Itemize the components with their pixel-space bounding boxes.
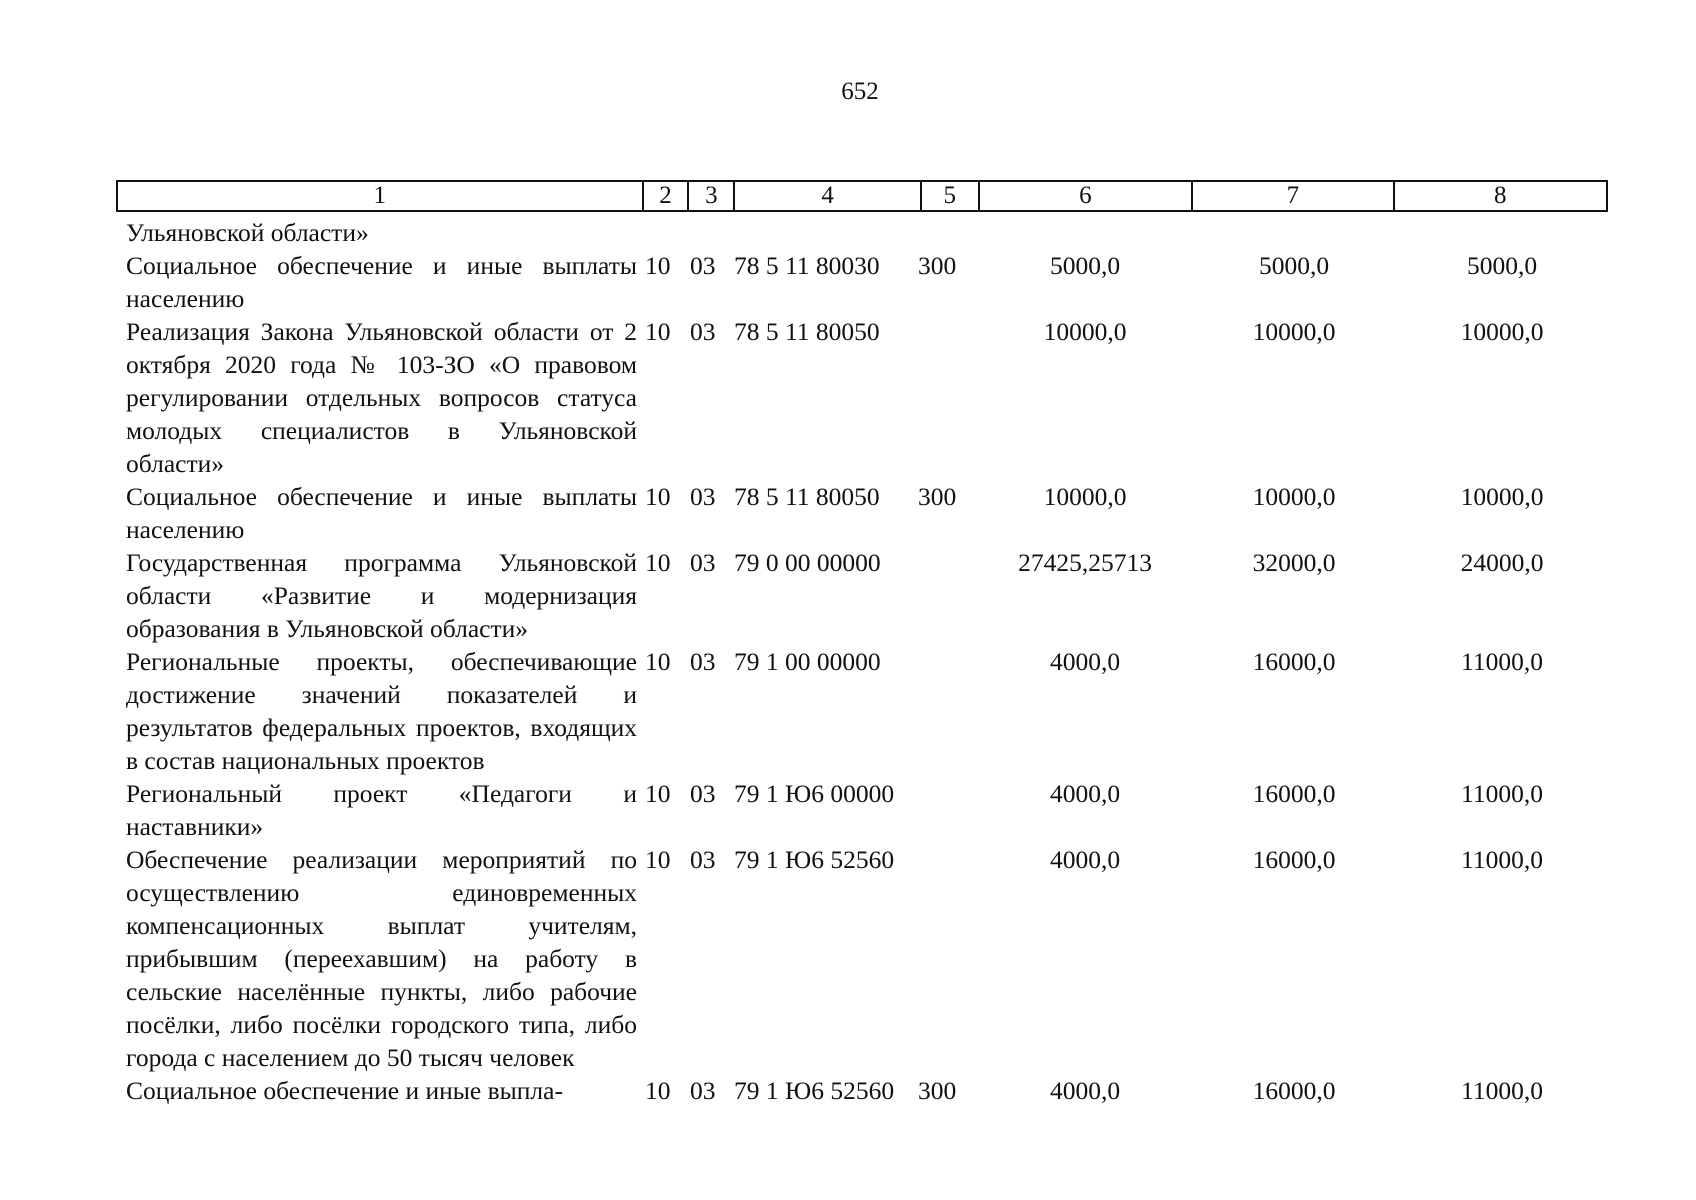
row-expense-type: 300 xyxy=(918,251,957,280)
table-row xyxy=(126,645,1608,777)
table-row xyxy=(126,249,1608,315)
table-row xyxy=(126,546,1608,645)
row-amount-col8: 10000,0 xyxy=(1460,482,1544,511)
row-subsection: 03 xyxy=(690,845,716,874)
row-section: 10 xyxy=(645,317,671,346)
row-subsection: 03 xyxy=(690,1076,716,1105)
row-section: 10 xyxy=(645,845,671,874)
header-col-4: 4 xyxy=(735,182,922,210)
row-section xyxy=(645,216,690,249)
row-amount-col7: 16000,0 xyxy=(1252,845,1336,874)
row-amount-col6: 10000,0 xyxy=(1043,317,1127,346)
row-amount-col8: 11000,0 xyxy=(1461,779,1543,808)
row-expense-type xyxy=(918,216,978,249)
row-expense-type: 300 xyxy=(918,1076,957,1105)
row-expense-type xyxy=(918,315,978,480)
row-amount-col7: 16000,0 xyxy=(1252,1076,1336,1105)
row-section: 10 xyxy=(645,251,671,280)
header-col-6: 6 xyxy=(980,182,1193,210)
header-col-3: 3 xyxy=(689,182,735,210)
header-col-2: 2 xyxy=(644,182,690,210)
row-subsection: 03 xyxy=(690,647,716,676)
page-number: 652 xyxy=(841,78,879,105)
row-amount-col6 xyxy=(978,216,1192,249)
row-amount-col7: 16000,0 xyxy=(1252,779,1336,808)
row-target-article: 79 1 Ю6 00000 xyxy=(734,779,895,808)
row-target-article: 78 5 11 80050 xyxy=(734,317,880,346)
row-expense-type: 300 xyxy=(918,482,957,511)
row-amount-col7: 16000,0 xyxy=(1252,647,1336,676)
row-amount-col6: 4000,0 xyxy=(1049,845,1121,874)
row-name: Обеспечение реализации мероприятий по осуществлению единовременных компенсационных выплат учителям, прибывшим (переехавшим) на работу в сельские населённые пункты, либо рабочие посёлки, либо посёлки городского типа, либо города с населением до 50 тысяч человек xyxy=(126,845,637,1072)
row-target-article: 79 0 00 00000 xyxy=(734,548,881,577)
row-name: Социальное обеспечение и иные выплаты населению xyxy=(126,251,637,313)
row-amount-col6: 5000,0 xyxy=(1049,251,1121,280)
row-name: Региональные проекты, обеспечивающие достижение значений показателей и результатов федеральных проектов, входящих в состав национальных проектов xyxy=(126,647,637,775)
row-expense-type xyxy=(918,843,978,1074)
row-subsection: 03 xyxy=(690,251,716,280)
row-amount-col8: 11000,0 xyxy=(1461,845,1543,874)
row-target-article: 79 1 Ю6 52560 xyxy=(734,1076,895,1105)
row-amount-col8: 5000,0 xyxy=(1466,251,1538,280)
row-target-article: 78 5 11 80050 xyxy=(734,482,880,511)
row-subsection: 03 xyxy=(690,779,716,808)
row-amount-col7: 10000,0 xyxy=(1252,482,1336,511)
row-amount-col8: 11000,0 xyxy=(1461,647,1543,676)
row-expense-type xyxy=(918,645,978,777)
row-amount-col6: 4000,0 xyxy=(1049,779,1121,808)
header-col-8: 8 xyxy=(1494,182,1507,209)
row-section: 10 xyxy=(645,482,671,511)
row-name: Социальное обеспечение и иные выплаты населению xyxy=(126,482,637,544)
budget-table xyxy=(126,216,1608,1107)
row-target-article xyxy=(734,216,918,249)
row-subsection: 03 xyxy=(690,317,716,346)
row-subsection: 03 xyxy=(690,548,716,577)
table-row xyxy=(126,843,1608,1074)
row-name: Государственная программа Ульяновской области «Развитие и модернизация образования в Ульяновской области» xyxy=(126,548,637,643)
table-row xyxy=(126,1074,1608,1107)
row-amount-col8: 24000,0 xyxy=(1460,548,1544,577)
row-name: Реализация Закона Ульяновской области от 2 октября 2020 года № 103-ЗО «О правовом регулировании отдельных вопросов статуса молодых специалистов в Ульяновской области» xyxy=(126,317,637,478)
row-amount-col6: 10000,0 xyxy=(1043,482,1127,511)
table-row xyxy=(126,777,1608,843)
row-target-article: 78 5 11 80030 xyxy=(734,251,880,280)
row-section: 10 xyxy=(645,779,671,808)
row-name: Социальное обеспечение и иные выпла- xyxy=(126,1076,563,1105)
row-amount-col6: 27425,25713 xyxy=(1018,548,1152,577)
row-amount-col7: 32000,0 xyxy=(1252,548,1336,577)
row-subsection: 03 xyxy=(690,482,716,511)
row-target-article: 79 1 Ю6 52560 xyxy=(734,845,895,874)
row-amount-col8: 10000,0 xyxy=(1460,317,1544,346)
row-section: 10 xyxy=(645,1076,671,1105)
row-target-article: 79 1 00 00000 xyxy=(734,647,881,676)
row-amount-col7: 5000,0 xyxy=(1258,251,1330,280)
row-section: 10 xyxy=(645,647,671,676)
row-expense-type xyxy=(918,777,978,843)
table-header xyxy=(116,180,1608,212)
table-row xyxy=(126,216,1608,249)
row-amount-col8 xyxy=(1396,216,1608,249)
row-amount-col7: 10000,0 xyxy=(1252,317,1336,346)
row-amount-col6: 4000,0 xyxy=(1049,647,1121,676)
row-section: 10 xyxy=(645,548,671,577)
row-name: Региональный проект «Педагоги и наставники» xyxy=(126,779,637,841)
table-row xyxy=(126,315,1608,480)
row-name: Ульяновской области» xyxy=(126,218,369,247)
row-subsection xyxy=(690,216,734,249)
row-amount-col6: 4000,0 xyxy=(1049,1076,1121,1105)
row-amount-col8: 11000,0 xyxy=(1461,1076,1543,1105)
table-row xyxy=(126,480,1608,546)
row-amount-col7 xyxy=(1192,216,1396,249)
header-col-7: 7 xyxy=(1193,182,1394,210)
row-expense-type xyxy=(918,546,978,645)
header-col-5: 5 xyxy=(922,182,980,210)
header-col-1: 1 xyxy=(118,182,644,210)
